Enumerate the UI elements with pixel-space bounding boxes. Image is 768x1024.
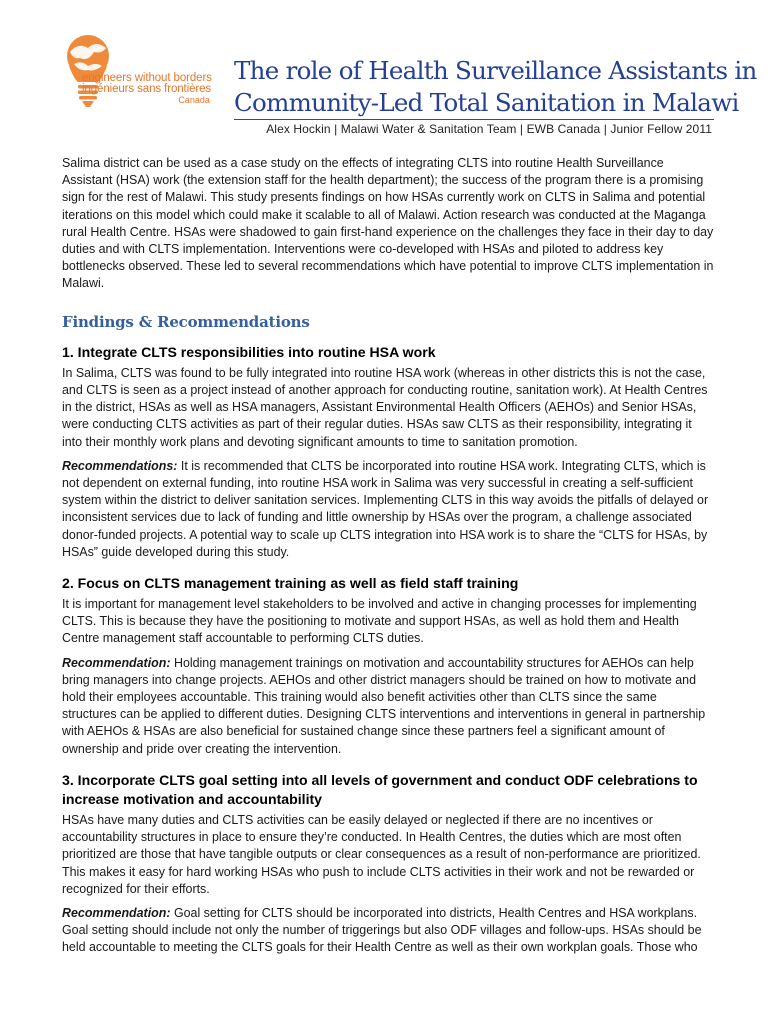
logo-line-english: engineers without borders	[82, 72, 212, 84]
recommendation-label: Recommendation:	[62, 655, 171, 670]
section-2-recommendation	[62, 655, 714, 758]
recommendation-text: Goal setting for CLTS should be incorporated into districts, Health Centres and HSA workplans. Goal setting should include not only the number of triggerings but also ODF villages and follow-ups. HSAs should be held accountable to meeting the CLTS goals for their Health Centre as well as their own workplan goals. Those who	[62, 905, 702, 955]
document-body	[62, 155, 714, 964]
recommendation-label: Recommendation:	[62, 905, 171, 920]
title-line-1: The role of Health Surveillance Assistants in	[234, 56, 757, 85]
logo-line-country: Canada	[178, 95, 210, 105]
recommendation-label: Recommendations:	[62, 458, 178, 473]
title-divider	[234, 119, 714, 120]
title-line-2: Community-Led Total Sanitation in Malawi	[234, 88, 739, 117]
document-title	[234, 55, 757, 119]
author-byline: Alex Hockin | Malawi Water & Sanitation Team | EWB Canada | Junior Fellow 2011	[266, 122, 712, 136]
section-1-recommendation	[62, 458, 714, 561]
recommendation-text: It is recommended that CLTS be incorporated into routine HSA work. Integrating CLTS, which is not dependent on external funding, into routine HSA work in Salima was very successful in creating a self-sufficient system within the district to deliver sanitation services. Implementing CLTS in this way avoids the pitfalls of delayed or inconsistent services due to lack of funding and little ownership by HSAs over the program, a challenge associated donor-funded projects. A potential way to scale up CLTS integration into HSA work is to share the “CLTS for HSAs, by HSAs” guide developed during this study.	[62, 458, 709, 559]
intro-paragraph: Salima district can be used as a case study on the effects of integrating CLTS into routine Health Surveillance Assistant (HSA) work (the extension staff for the health department); the success of the program there is a promising sign for the rest of Malawi. This study presents findings on how HSAs currently work on CLTS in Salima and potential iterations on this model which could make it scalable to all of Malawi. Action research was conducted at the Maganga rural Health Centre. HSAs were shadowed to gain first-hand experience on the challenges they face in their day to day duties and with CLTS implementation. Interventions were co-developed with HSAs and piloted to address key bottlenecks observed. These led to several recommendations which have potential to improve CLTS implementation in Malawi.	[62, 156, 714, 291]
section-2-heading: 2. Focus on CLTS management training as well as field staff training	[62, 575, 519, 592]
section-1-body: In Salima, CLTS was found to be fully integrated into routine HSA work (whereas in other districts this is not the case, and CLTS is seen as a project instead of another approach for conducting routine, sanitation work). At Health Centres in the district, HSAs as well as HSA managers, Assistant Environmental Health Officers (AEHOs) and Senior HSAs, were conducting CLTS activities as part of their regular duties. HSAs saw CLTS as their responsibility, integrating it into their monthly work plans and devoting significant amounts to time to sanitation promotion.	[62, 365, 708, 449]
logo-line-french: ingénieurs sans frontières	[82, 83, 212, 95]
section-1-heading: 1. Integrate CLTS responsibilities into routine HSA work	[62, 343, 436, 360]
section-3-heading: 3. Incorporate CLTS goal setting into all levels of government and conduct ODF celebrations to increase motivation and accountability	[62, 771, 698, 807]
section-3-body: HSAs have many duties and CLTS activities can be easily delayed or neglected if there are no incentives or accountability structures in place to ensure they’re conducted. In Health Centres, the duties which are most often prioritized are those that have tangible outputs or clear consequences as a result of non-performance are prioritized. This makes it easy for hard working HSAs who push to include CLTS activities in their work and not be rewarded or recognized for their efforts.	[62, 812, 701, 896]
section-2-body: It is important for management level stakeholders to be involved and active in changing processes for implementing CLTS. This is because they have the positioning to motivate and support HSAs, as well as hold them and Health Centre management staff accountable to performing CLTS duties.	[62, 597, 697, 646]
ewb-logo	[58, 32, 228, 112]
recommendation-text: Holding management trainings on motivation and accountability structures for AEHOs can help bring managers into change projects. AEHOs and other district managers should be trained on how to motivate and hold their employees accountable. This training would also benefit activities other than CLTS since the same structures can be applied to different duties. Designing CLTS interventions and interventions in general in partnership with AEHOs & HSAs are also beneficial for sustained change since these partners feel a significant amount of ownership and pride over creating the intervention.	[62, 655, 706, 756]
findings-heading: Findings & Recommendations	[62, 312, 310, 331]
section-3-recommendation	[62, 905, 714, 957]
